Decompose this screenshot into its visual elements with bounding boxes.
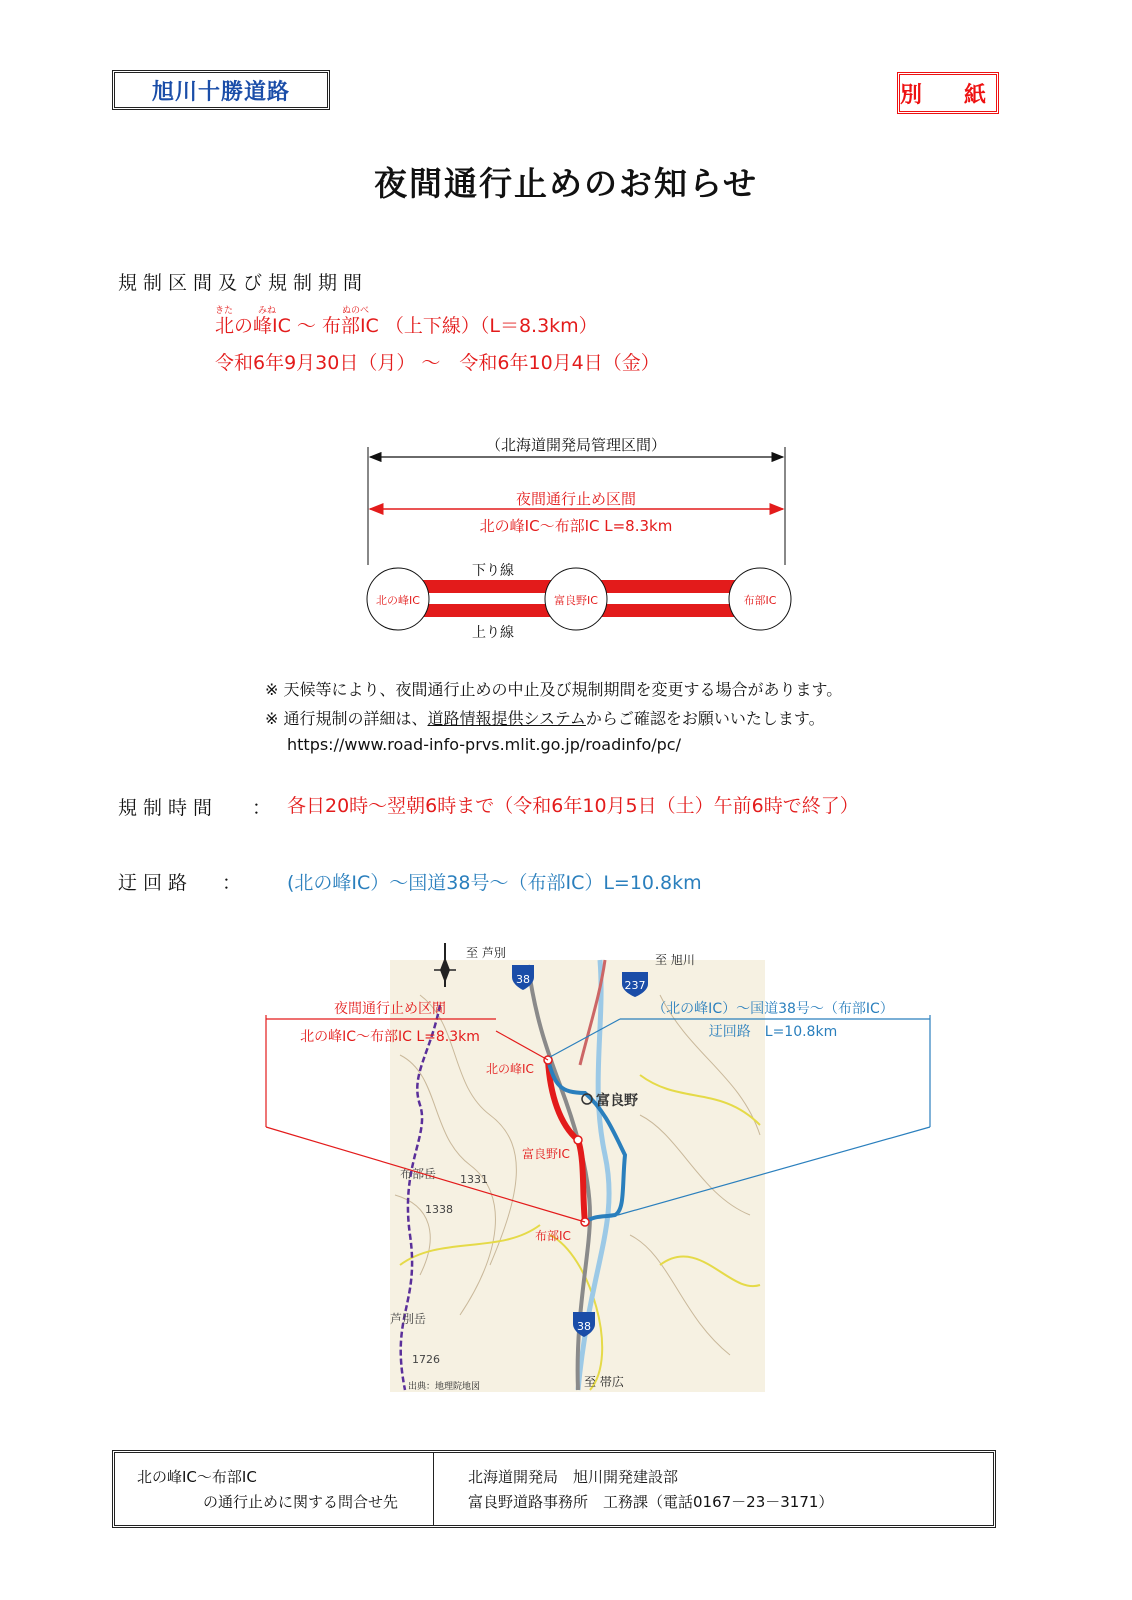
- page-title: 夜間通行止めのお知らせ: [373, 164, 758, 203]
- map-closure-detail: 北の峰IC～布部IC L=8.3km: [300, 1029, 480, 1045]
- note-details-prefix: ※ 通行規制の詳細は、: [265, 709, 428, 728]
- diagram-jurisdiction: （北海道開発局管理区間）: [485, 436, 667, 454]
- hours-label: 規制時間: [118, 797, 219, 819]
- ruby-mine: みね: [258, 306, 277, 316]
- hours-value: 各日20時～翌朝6時まで（令和6年10月5日（土）午前6時で終了）: [287, 795, 859, 817]
- ic-mid-label: 富良野IC: [554, 594, 598, 607]
- diagram-closure-detail: 北の峰IC～布部IC L=8.3km: [479, 517, 673, 535]
- ic-left-label: 北の峰IC: [376, 594, 420, 607]
- detour-value: (北の峰IC）～国道38号～（布部IC）L=10.8km: [287, 872, 702, 894]
- attachment-label: 別 紙: [897, 72, 999, 114]
- map-closure-label: 夜間通行止め区間: [334, 1001, 446, 1017]
- map-ic-nunobe-label: 布部IC: [535, 1229, 571, 1243]
- regulation-section: 北の峰IC ～ 布部IC （上下線）（L＝8.3km）: [215, 315, 598, 337]
- map-ic-furano-point: [574, 1136, 582, 1144]
- road-info-system-link[interactable]: 道路情報提供システム: [427, 709, 586, 728]
- svg-text:38: 38: [516, 973, 530, 986]
- map-mt-nunobe: 布部岳: [400, 1167, 437, 1181]
- ic-right-label: 布部IC: [743, 594, 777, 607]
- map-furano-city: 富良野: [596, 1093, 638, 1109]
- detour-colon: ：: [222, 872, 242, 894]
- down-line-label: 下り線: [472, 563, 514, 579]
- hours-colon: ：: [252, 797, 272, 819]
- map-to-asahikawa: 至 旭川: [655, 953, 695, 967]
- map-peak-1726: 1726: [412, 1353, 440, 1366]
- road-info-url[interactable]: https://www.road-info-prvs.mlit.go.jp/roadinfo/pc/: [287, 735, 681, 754]
- contact-box: [112, 1450, 996, 1528]
- svg-text:237: 237: [624, 979, 646, 992]
- regulation-period: 令和6年9月30日（月） ～ 令和6年10月4日（金）: [215, 352, 660, 374]
- detour-label: 迂回路: [118, 872, 194, 894]
- map-detour-detail: 迂回路 L=10.8km: [708, 1024, 838, 1040]
- map-ic-furano-label: 富良野IC: [522, 1147, 570, 1161]
- ruby-kita: きた: [215, 306, 234, 316]
- note-weather: ※ 天候等により、夜間通行止めの中止及び規制期間を変更する場合があります。: [265, 680, 843, 699]
- map-source: 出典：地理院地図: [408, 1382, 481, 1392]
- map-ic-kitanomine-label: 北の峰IC: [486, 1062, 534, 1076]
- route-map: [260, 935, 940, 1400]
- svg-text:38: 38: [577, 1320, 591, 1333]
- contact-subject-line1: 北の峰IC～布部IC: [137, 1468, 257, 1486]
- map-peak-1338: 1338: [425, 1203, 453, 1216]
- closure-diagram: [360, 425, 800, 650]
- contact-subject-line2: の通行止めに関する問合せ先: [203, 1493, 399, 1511]
- contact-subject: [115, 1453, 434, 1525]
- map-peak-1331: 1331: [460, 1173, 488, 1186]
- map-to-obihiro: 至 帯広: [584, 1375, 624, 1389]
- map-detour-label: （北の峰IC）～国道38号～（布部IC）: [652, 1001, 894, 1017]
- regulation-heading: 規制区間及び規制期間: [118, 272, 369, 294]
- note-details-suffix: からご確認をお願いいたします。: [585, 709, 825, 728]
- up-line-label: 上り線: [472, 625, 514, 641]
- ruby-nunobe: ぬのべ: [342, 306, 370, 316]
- contact-phone: 富良野道路事務所 工務課（電話0167－23－3171）: [468, 1493, 834, 1511]
- contact-office: 北海道開発局 旭川開発建設部: [468, 1468, 679, 1486]
- contact-details: [434, 1453, 993, 1525]
- diagram-closure-label: 夜間通行止め区間: [515, 490, 637, 508]
- map-mt-ashibetsu: 芦別岳: [390, 1312, 427, 1326]
- note-details: [265, 706, 825, 729]
- route-name-label: 旭川十勝道路: [112, 70, 330, 110]
- map-to-ashibetsu: 至 芦別: [466, 946, 506, 960]
